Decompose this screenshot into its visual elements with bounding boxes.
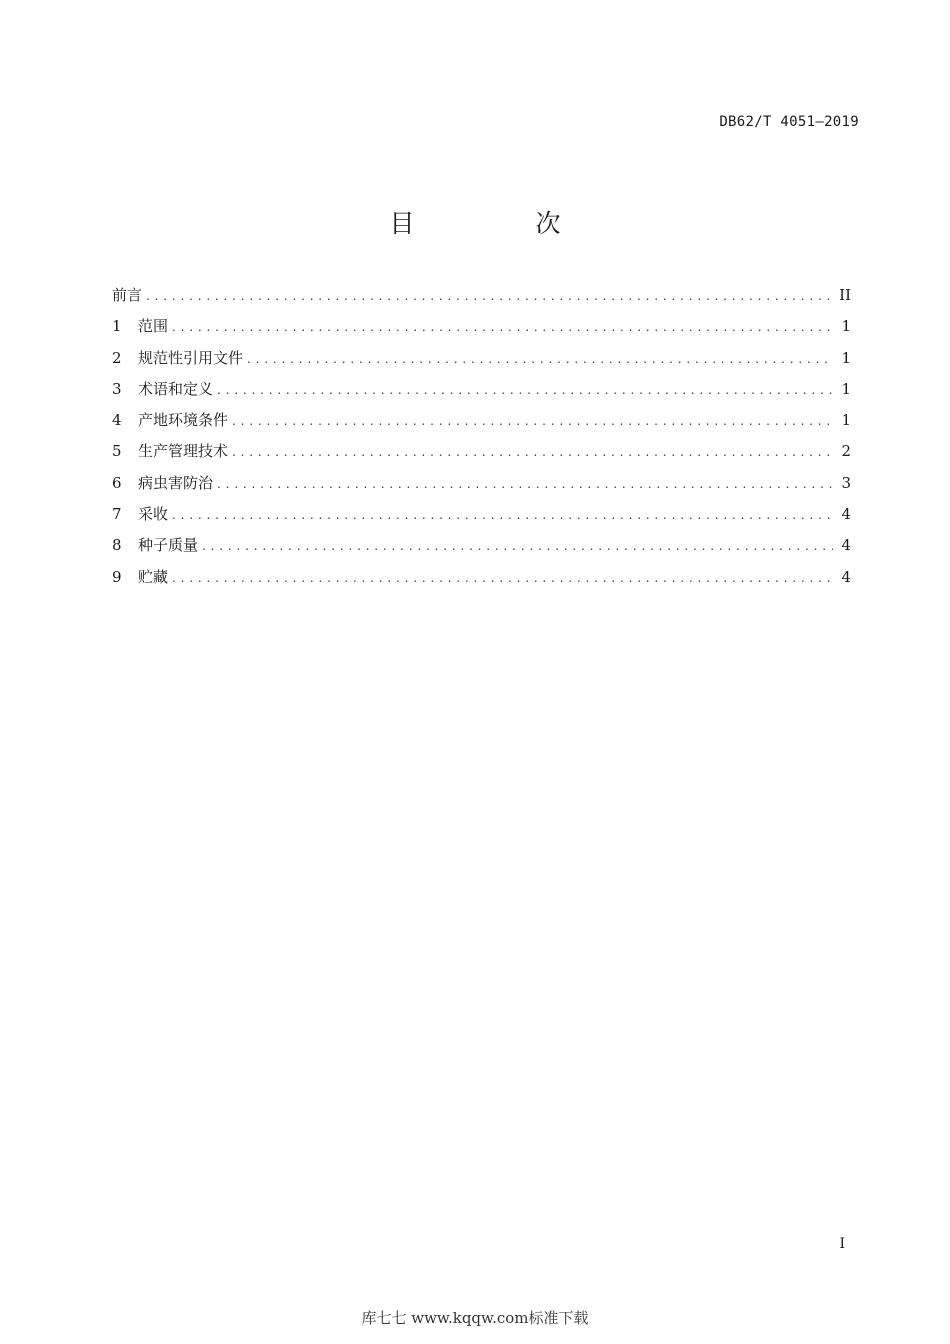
toc-entry-number: 4 (112, 411, 122, 430)
toc-leader-dots (172, 571, 833, 585)
toc-entry-3[interactable] (112, 378, 851, 409)
toc-leader-dots (232, 414, 833, 428)
toc-entry-title: 种子质量 (138, 536, 199, 555)
toc-entry-5[interactable] (112, 440, 851, 471)
toc-leader-dots (217, 477, 833, 491)
toc-entry-title: 生产管理技术 (138, 442, 229, 461)
page-title: 目 次 (389, 209, 609, 238)
standard-code: DB62/T 4051—2019 (719, 114, 859, 130)
toc-entry-page: II (839, 286, 851, 304)
toc-entry-page: 2 (841, 442, 851, 461)
table-of-contents (112, 284, 851, 597)
toc-leader-dots (232, 445, 833, 459)
toc-entry-9[interactable] (112, 566, 851, 597)
toc-entry-8[interactable] (112, 534, 851, 565)
toc-entry-1[interactable] (112, 315, 851, 346)
toc-entry-7[interactable] (112, 503, 851, 534)
toc-entry-number: 5 (112, 442, 122, 461)
toc-entry-number: 1 (112, 317, 122, 336)
toc-entry-title: 前言 (112, 286, 143, 304)
toc-entry-page: 3 (841, 473, 851, 492)
toc-entry-4[interactable] (112, 409, 851, 440)
page-number: I (839, 1236, 845, 1252)
toc-entry-title: 贮藏 (138, 567, 169, 586)
toc-entry-page: 1 (841, 379, 851, 398)
toc-entry-title: 范围 (138, 317, 169, 336)
toc-leader-dots (172, 320, 833, 334)
toc-leader-dots (146, 289, 833, 303)
toc-entry-number: 3 (112, 379, 122, 398)
toc-entry-title: 采收 (138, 505, 169, 524)
toc-leader-dots (217, 383, 833, 397)
footer-watermark-text: 库七七 www.kqqw.com标准下载 (361, 1309, 589, 1327)
toc-entry-page: 4 (841, 536, 851, 555)
toc-entry-number: 8 (112, 536, 122, 555)
toc-entry-page: 1 (841, 317, 851, 336)
toc-leader-dots (247, 352, 833, 366)
toc-entry-page: 1 (841, 411, 851, 430)
toc-entry-page: 4 (841, 567, 851, 586)
toc-entry-page: 1 (841, 348, 851, 367)
toc-entry-6[interactable] (112, 472, 851, 503)
toc-entry-number: 6 (112, 473, 122, 492)
toc-entry-number: 7 (112, 505, 122, 524)
toc-entry-title: 产地环境条件 (138, 411, 229, 430)
toc-entry-number: 2 (112, 348, 122, 367)
toc-leader-dots (202, 539, 833, 553)
toc-entry-title: 规范性引用文件 (138, 348, 244, 367)
toc-leader-dots (172, 508, 833, 522)
toc-entry-number: 9 (112, 567, 122, 586)
toc-entry-title: 术语和定义 (138, 379, 214, 398)
toc-entry-2[interactable] (112, 347, 851, 378)
toc-entry-title: 病虫害防治 (138, 473, 214, 492)
toc-entry-page: 4 (841, 505, 851, 524)
toc-entry-foreword[interactable] (112, 284, 851, 315)
